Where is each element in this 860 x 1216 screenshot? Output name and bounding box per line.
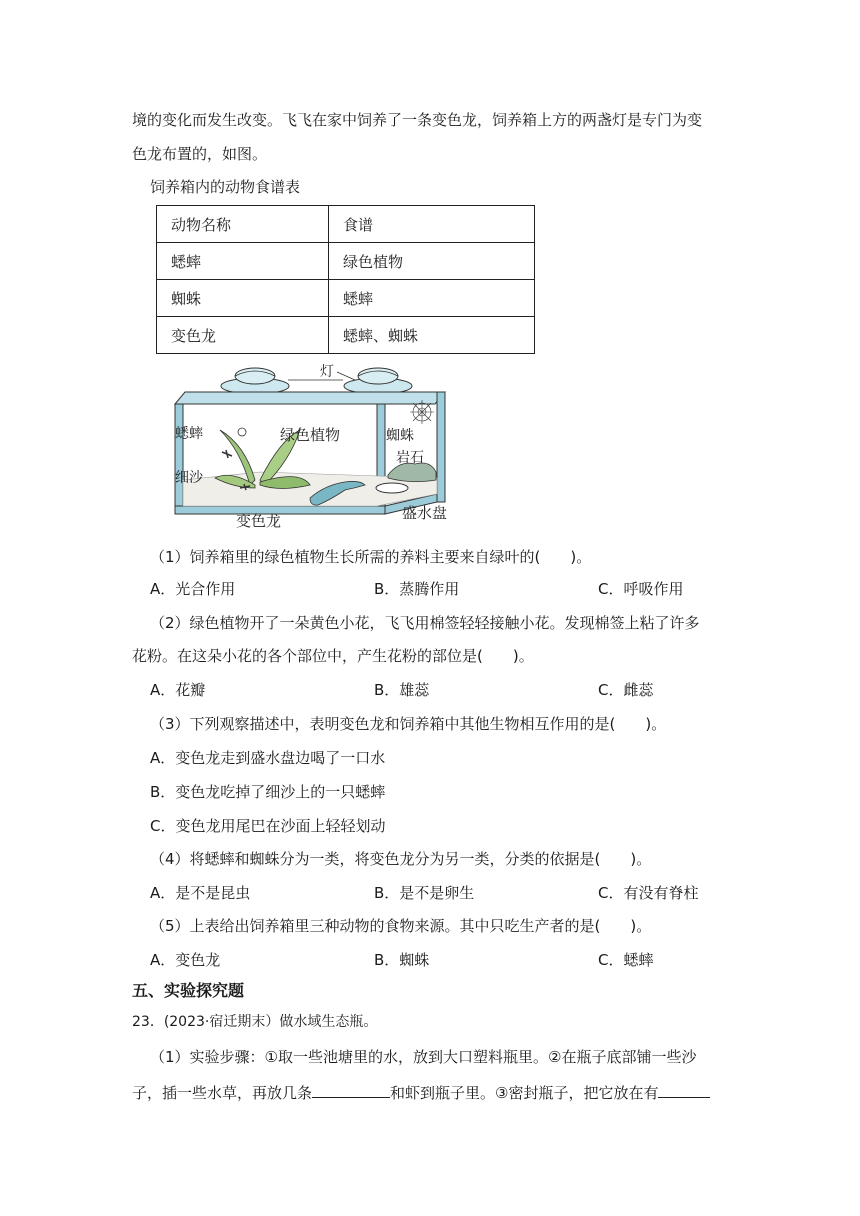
table-cell: 蟋蟀 <box>157 243 329 280</box>
table-header-row <box>157 206 535 243</box>
table-cell: 蜘蛛 <box>157 280 329 317</box>
question-4-option-a[interactable]: A．是不是昆虫 <box>150 884 251 902</box>
question-23-line-1: （1）实验步骤：①取一些池塘里的水，放到大口塑料瓶里。②在瓶子底部铺一些沙 <box>150 1048 697 1066</box>
question-23-text-a: 子，插一些水草，再放几条 <box>132 1084 313 1102</box>
question-2-option-c[interactable]: C．雌蕊 <box>598 681 654 699</box>
section-title: 五、实验探究题 <box>132 981 245 1000</box>
label-spider: 蜘蛛 <box>386 428 414 444</box>
table-cell: 蟋蟀 <box>329 280 535 317</box>
question-1-option-a[interactable]: A．光合作用 <box>150 580 236 598</box>
table-caption: 饲养箱内的动物食谱表 <box>150 178 301 196</box>
table-row <box>157 243 535 280</box>
spider-web-icon <box>410 400 434 424</box>
question-23-line-2 <box>132 1081 710 1103</box>
question-2-stem-line-2: 花粉。在这朵小花的各个部位中，产生花粉的部位是( )。 <box>132 647 534 665</box>
question-2-option-b[interactable]: B．雄蕊 <box>374 681 430 699</box>
question-5-option-a[interactable]: A．变色龙 <box>150 951 221 969</box>
table-cell: 蟋蟀、蜘蛛 <box>329 317 535 354</box>
question-4-option-b[interactable]: B．是不是卵生 <box>374 884 475 902</box>
question-4-stem: （4）将蟋蟀和蜘蛛分为一类，将变色龙分为另一类，分类的依据是( )。 <box>150 850 652 868</box>
question-3-option-b[interactable]: B．变色龙吃掉了细沙上的一只蟋蟀 <box>150 783 386 801</box>
question-1-option-b[interactable]: B．蒸腾作用 <box>374 580 460 598</box>
water-dish-icon <box>376 483 408 493</box>
label-plant: 绿色植物 <box>280 426 341 444</box>
intro-line-1: 境的变化而发生改变。飞飞在家中饲养了一条变色龙，饲养箱上方的两盏灯是专门为变 <box>132 111 703 129</box>
cricket-icon <box>222 450 232 458</box>
table-row <box>157 280 535 317</box>
header-animal-name: 动物名称 <box>157 206 329 243</box>
label-lamp: 灯 <box>320 364 334 380</box>
header-diet: 食谱 <box>329 206 535 243</box>
table-cell: 绿色植物 <box>329 243 535 280</box>
terrarium-illustration <box>160 360 460 532</box>
label-sand: 细沙 <box>175 470 203 486</box>
question-3-option-a[interactable]: A．变色龙走到盛水盘边喝了一口水 <box>150 749 386 767</box>
answer-blank-1[interactable] <box>312 1081 390 1098</box>
question-2-option-a[interactable]: A．花瓣 <box>150 681 206 699</box>
question-1-stem: （1）饲养箱里的绿色植物生长所需的养料主要来自绿叶的( )。 <box>150 548 592 566</box>
table-cell: 变色龙 <box>157 317 329 354</box>
question-23-text-b: 和虾到瓶子里。③密封瓶子，把它放在有 <box>390 1084 659 1102</box>
question-1-option-c[interactable]: C．呼吸作用 <box>598 580 684 598</box>
lamp-pointer-right <box>337 372 355 380</box>
question-5-stem: （5）上表给出饲养箱里三种动物的食物来源。其中只吃生产者的是( )。 <box>150 917 652 935</box>
question-4-option-c[interactable]: C．有没有脊柱 <box>598 884 699 902</box>
label-rock: 岩石 <box>396 450 424 466</box>
question-23-header: 23．(2023·宿迁期末）做水域生态瓶。 <box>132 1014 378 1030</box>
question-2-stem-line-1: （2）绿色植物开了一朵黄色小花，飞飞用棉签轻轻接触小花。发现棉签上粘了许多 <box>150 614 700 632</box>
question-3-option-c[interactable]: C．变色龙用尾巴在沙面上轻轻划动 <box>150 817 386 835</box>
diet-table <box>156 205 535 354</box>
question-3-stem: （3）下列观察描述中，表明变色龙和饲养箱中其他生物相互作用的是( )。 <box>150 715 667 733</box>
label-chameleon: 变色龙 <box>236 512 282 530</box>
label-dish: 盛水盘 <box>402 504 448 522</box>
table-row <box>157 317 535 354</box>
intro-line-2: 色龙布置的，如图。 <box>132 145 268 163</box>
question-5-option-c[interactable]: C．蟋蟀 <box>598 951 654 969</box>
question-5-option-b[interactable]: B．蜘蛛 <box>374 951 430 969</box>
answer-blank-2[interactable] <box>658 1081 710 1098</box>
label-cricket: 蟋蟀 <box>175 426 203 442</box>
